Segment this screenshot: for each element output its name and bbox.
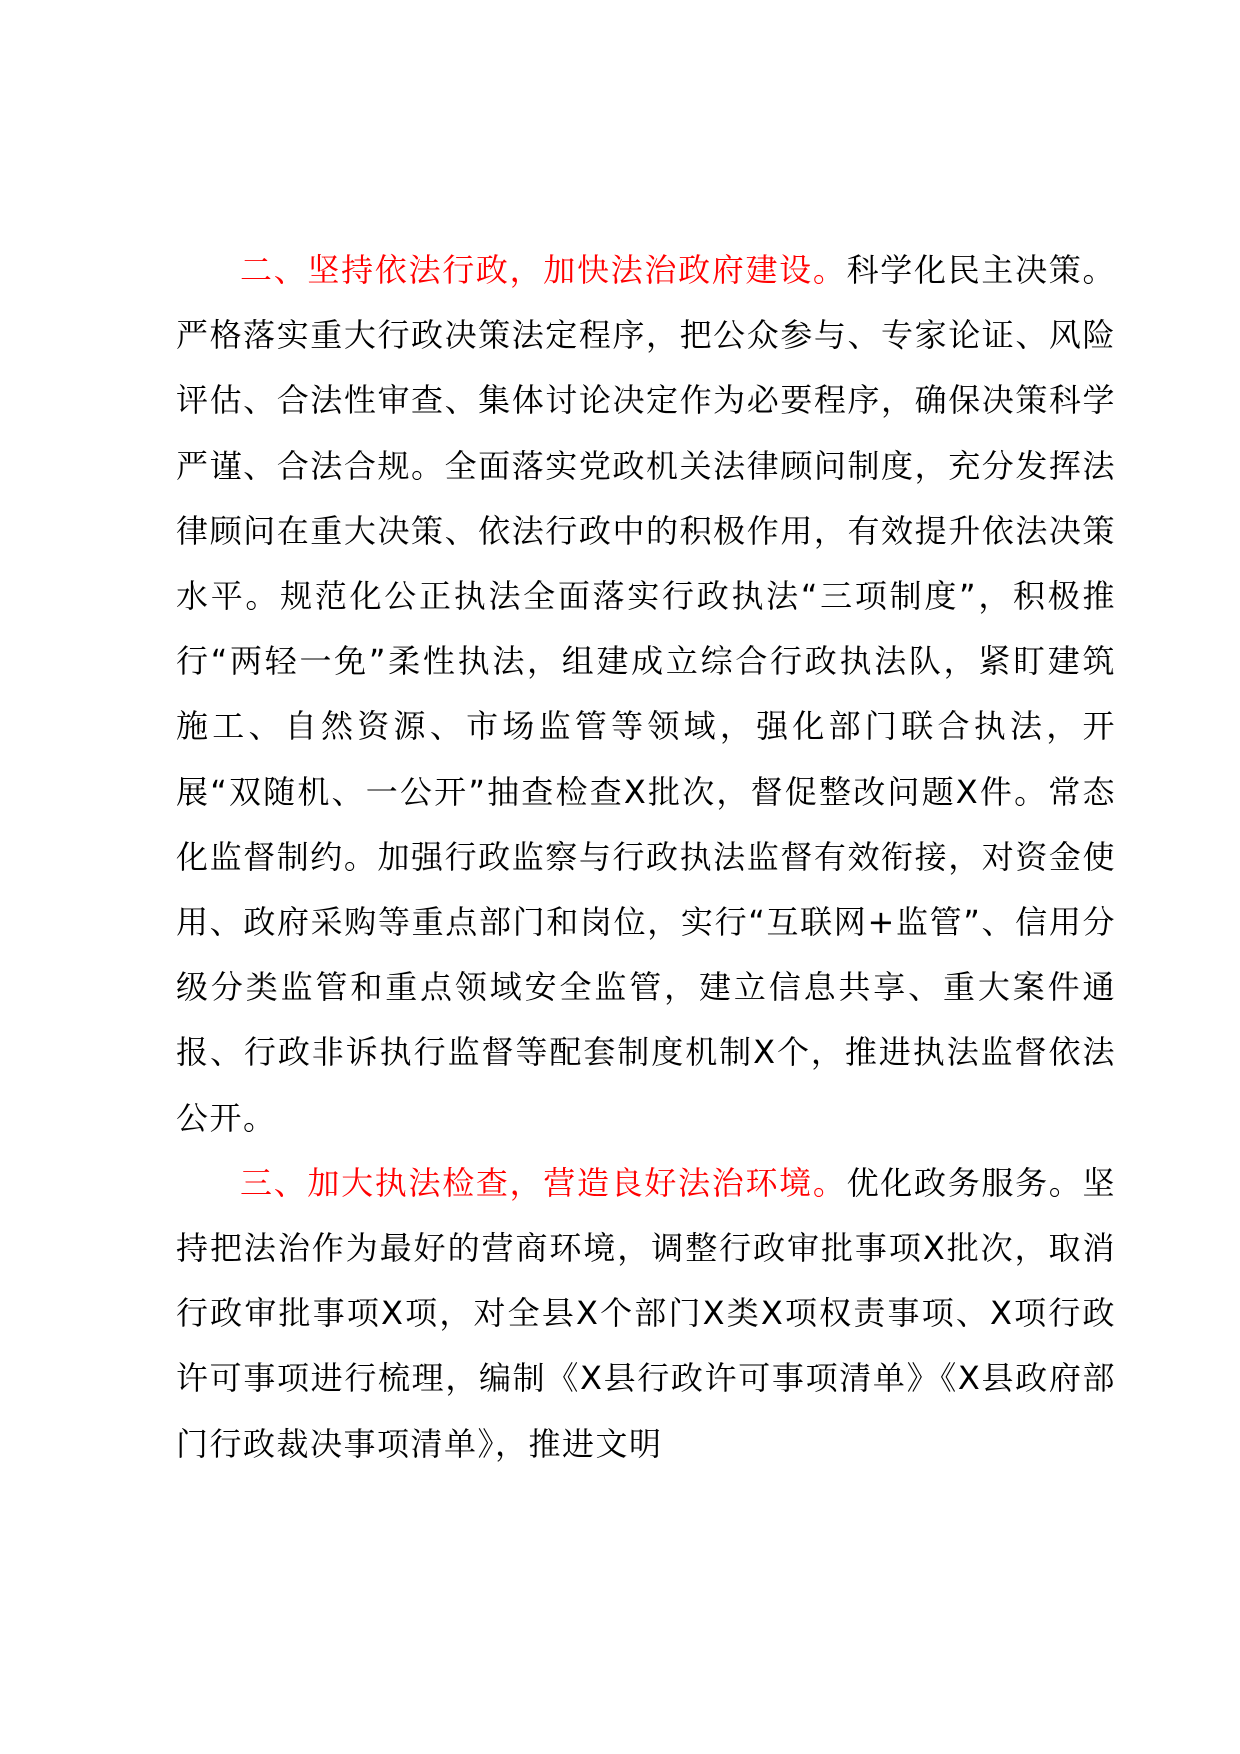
document-body [176, 238, 1116, 1477]
section-three-heading: 三、加大执法检查，营造良好法治环境。 [240, 1163, 847, 1202]
section-three-text: 优化政务服务。坚持把法治作为最好的营商环境，调整行政审批事项X批次，取消行政审批事项X项，对全县X个部门X类X项权责事项、X项行政许可事项进行梳理，编制《X县行政许可事项清单》《X县政府部门行政裁决事项清单》，推进文明 [176, 1163, 1116, 1463]
paragraph-section-three [176, 1151, 1116, 1477]
section-two-heading: 二、坚持依法行政，加快法治政府建设。 [240, 251, 847, 289]
section-two-text: 科学化民主决策。严格落实重大行政决策法定程序，把公众参与、专家论证、风险评估、合法性审查、集体讨论决定作为必要程序，确保决策科学严谨、合法合规。全面落实党政机关法律顾问制度，充分发挥法律顾问在重大决策、依法行政中的积极作用，有效提升依法决策水平。规范化公正执法全面落实行政执法“三项制度”，积极推行“两轻一免”柔性执法，组建成立综合行政执法队，紧盯建筑施工、自然资源、市场监管等领域，强化部门联合执法，开展“双随机、一公开”抽查检查X批次，督促整改问题X件。常态化监督制约。加强行政监察与行政执法监督有效衔接，对资金使用、政府采购等重点部门和岗位，实行“互联网+监管”、信用分级分类监管和重点领域安全监管，建立信息共享、重大案件通报、行政非诉执行监督等配套制度机制X个，推进执法监督依法公开。 [176, 251, 1116, 1137]
paragraph-section-two [176, 238, 1116, 1151]
